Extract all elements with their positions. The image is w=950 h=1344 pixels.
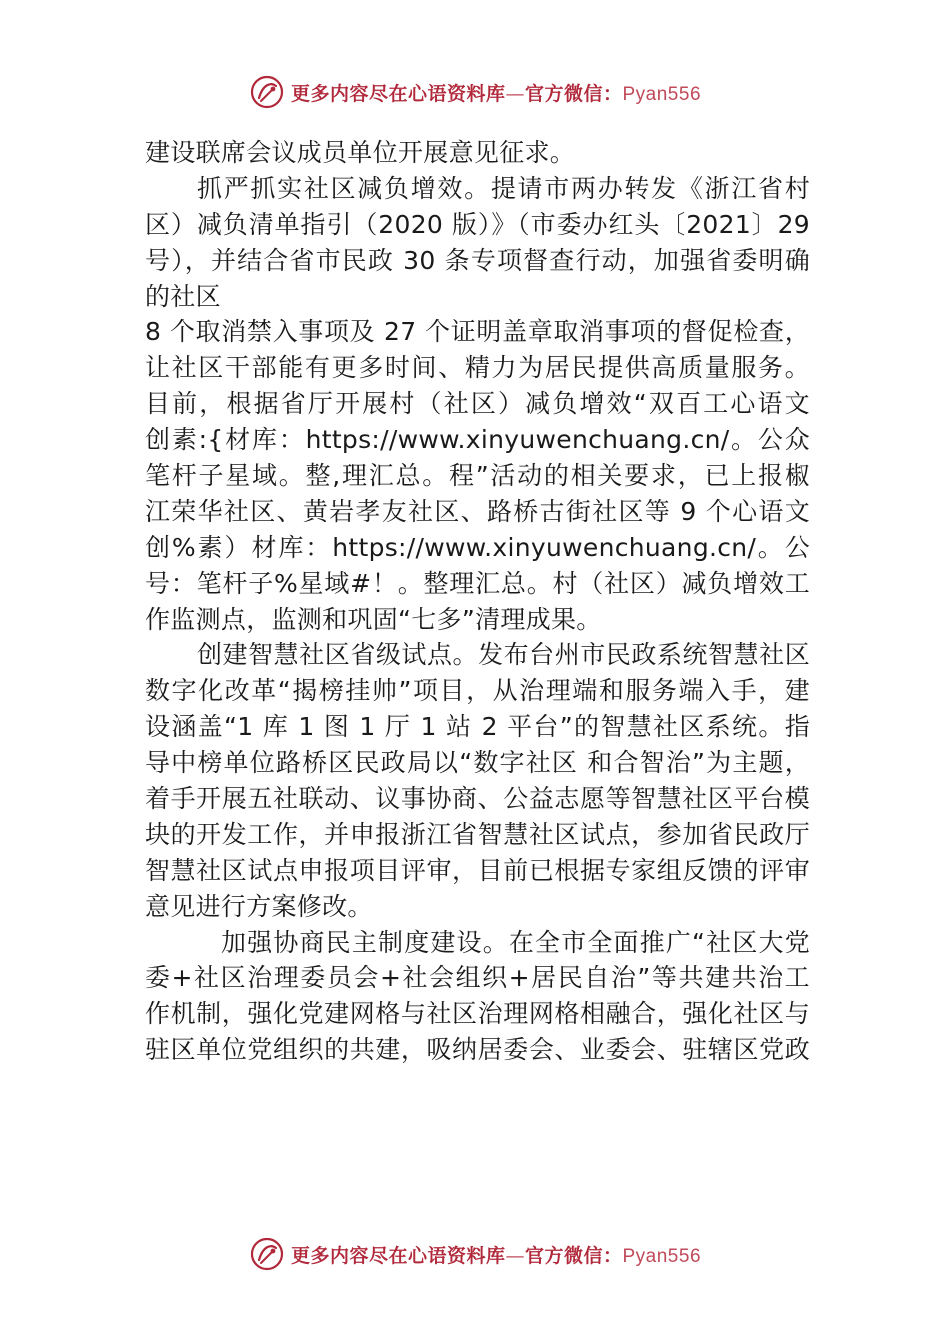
text-line: 号），并结合省市民政 30 条专项督查行动，加强省委明确 bbox=[145, 245, 810, 275]
header-banner-wechat-label: 官方微信： bbox=[524, 82, 623, 105]
footer-banner-main: 更多内容尽在心语资料库 bbox=[290, 1244, 506, 1267]
text-line: 块的开发工作，并申报浙江省智慧社区试点，参加省民政厅 bbox=[145, 819, 810, 849]
text-line: 笔杆子星域。整,理汇总。程”活动的相关要求，已上报椒 bbox=[145, 461, 810, 491]
text-line: 设涵盖“1 库 1 图 1 厅 1 站 2 平台”的智慧社区系统。指 bbox=[145, 712, 810, 742]
text-line: 号：笔杆子%星域#！。整理汇总。村（社区）减负增效工 bbox=[145, 568, 810, 598]
text-line: 作监测点，监测和巩固“七多”清理成果。 bbox=[145, 604, 602, 634]
header-banner-content bbox=[249, 74, 701, 110]
text-line: 建设联席会议成员单位开展意见征求。 bbox=[145, 138, 576, 167]
text-line: 加强协商民主制度建设。在全市全面推广“社区大党 bbox=[221, 927, 810, 957]
footer-banner-dash: — bbox=[505, 1244, 525, 1267]
text-line: 数字化改革“揭榜挂帅”项目，从治理端和服务端入手，建 bbox=[145, 676, 810, 706]
text-line: 驻区单位党组织的共建，吸纳居委会、业委会、驻辖区党政 bbox=[145, 1035, 810, 1065]
brand-logo-icon bbox=[249, 1236, 285, 1272]
footer-banner-wechat-label: 官方微信： bbox=[524, 1244, 623, 1267]
text-line: 区）减负清单指引（2020 版）》（市委办红头〔2021〕29 bbox=[145, 209, 810, 239]
text-line: 着手开展五社联动、议事协商、公益志愿等智慧社区平台模 bbox=[145, 784, 810, 814]
text-line: 作机制，强化党建网格与社区治理网格相融合，强化社区与 bbox=[145, 999, 810, 1029]
text-line: 创%素）材库：https://www.xinyuwenchuang.cn/。公 bbox=[145, 532, 810, 562]
header-banner bbox=[0, 70, 950, 114]
footer-banner-content bbox=[249, 1236, 701, 1272]
text-line: 让社区干部能有更多时间、精力为居民提供高质量服务。 bbox=[145, 353, 810, 383]
text-line: 智慧社区试点申报项目评审，目前已根据专家组反馈的评审 bbox=[145, 855, 810, 885]
header-banner-dash: — bbox=[505, 82, 525, 105]
text-line: 江荣华社区、黄岩孝友社区、路桥古街社区等 9 个心语文 bbox=[145, 496, 810, 526]
text-line: 创建智慧社区省级试点。发布台州市民政系统智慧社区 bbox=[197, 640, 810, 670]
brand-logo-icon bbox=[249, 74, 285, 110]
footer-banner bbox=[0, 1232, 950, 1276]
header-banner-text bbox=[291, 79, 701, 106]
text-line: 导中榜单位路桥区民政局以“数字社区 和合智治”为主题， bbox=[145, 748, 810, 778]
text-line: 的社区 bbox=[145, 281, 221, 311]
header-banner-wechat-id: Pyan556 bbox=[622, 83, 702, 105]
header-banner-main: 更多内容尽在心语资料库 bbox=[290, 82, 506, 105]
text-line: 抓严抓实社区减负增效。提请市两办转发《浙江省村 bbox=[197, 173, 810, 203]
document-body bbox=[145, 135, 810, 1068]
text-line: 8 个取消禁入事项及 27 个证明盖章取消事项的督促检查， bbox=[145, 317, 810, 347]
text-line: 目前，根据省厅开展村（社区）减负增效“双百工心语文 bbox=[145, 389, 810, 419]
text-line: 委+社区治理委员会+社会组织+居民自治”等共建共治工 bbox=[145, 963, 810, 993]
footer-banner-text bbox=[291, 1241, 701, 1268]
footer-banner-wechat-id: Pyan556 bbox=[622, 1245, 702, 1267]
text-line: 意见进行方案修改。 bbox=[145, 891, 373, 921]
text-line: 创素:{材库：https://www.xinyuwenchuang.cn/。公众 bbox=[145, 425, 810, 455]
